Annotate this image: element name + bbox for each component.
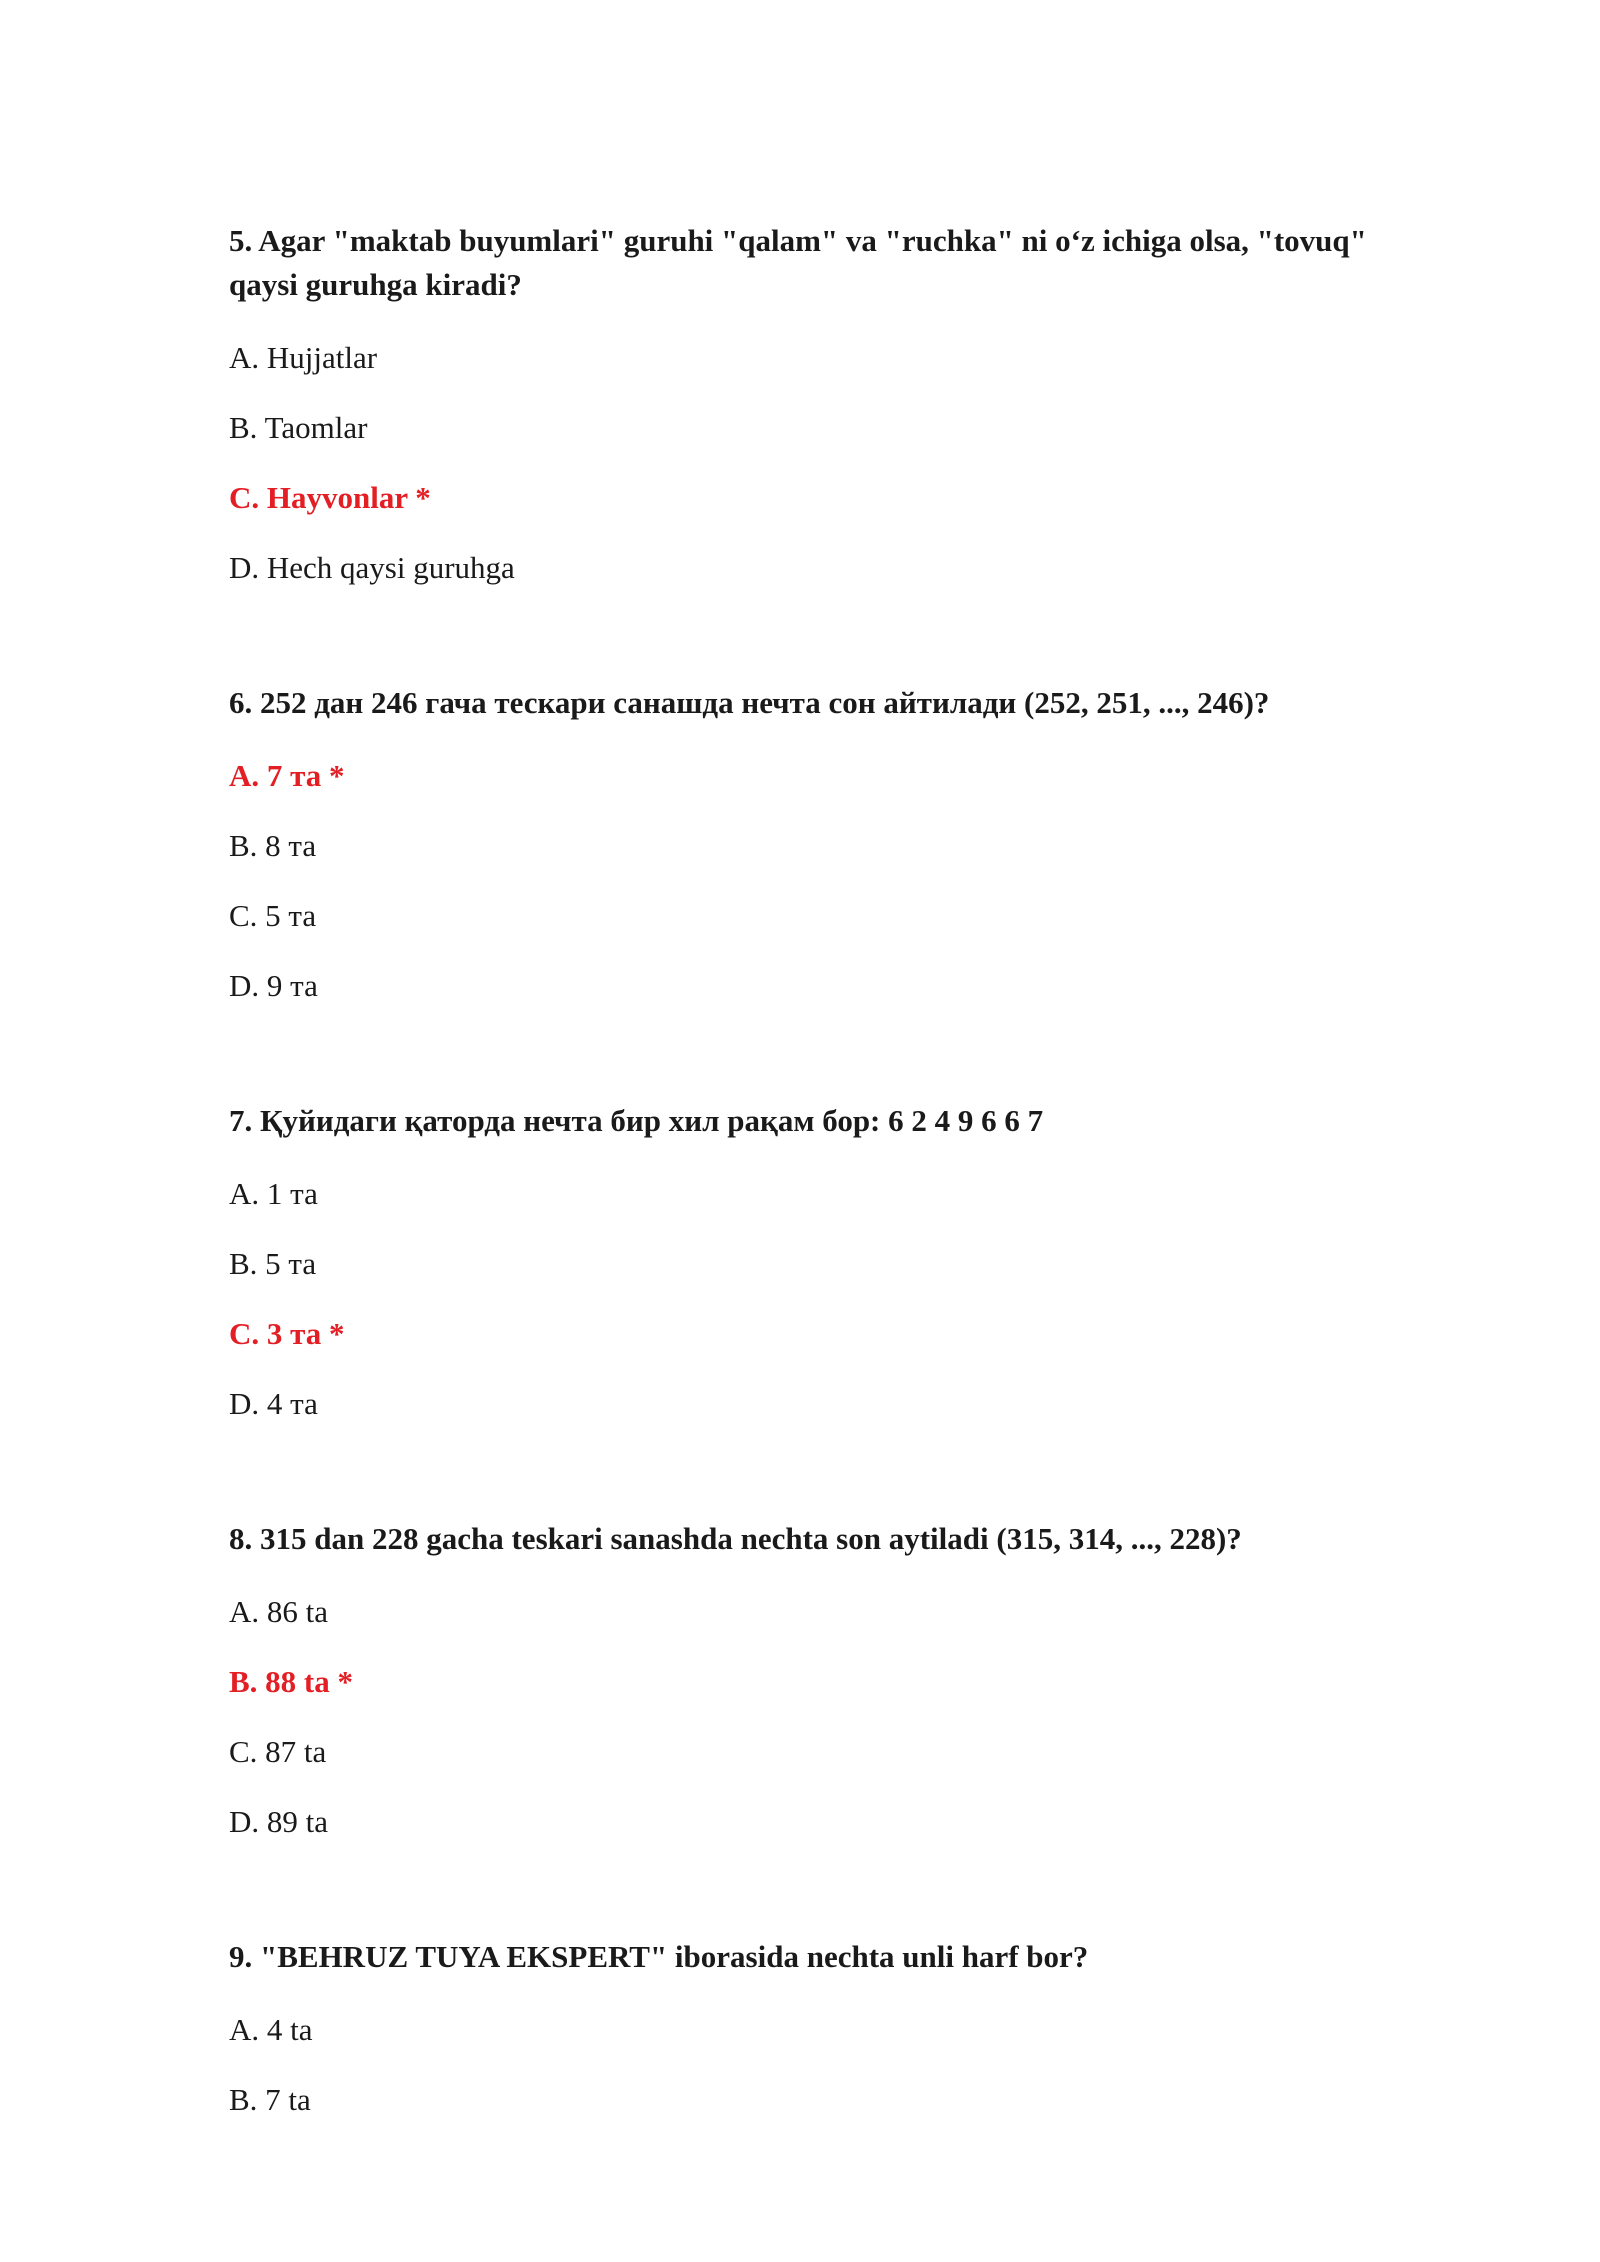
correct-answer-option-a: A. 7 та * (229, 758, 345, 793)
correct-answer-option-c: C. Hayvonlar * (229, 480, 431, 515)
correct-answer-option-b: B. 88 ta * (229, 1664, 353, 1699)
answer-option-b: B. 5 та (229, 1246, 317, 1281)
question-9 (229, 1935, 1429, 2119)
answer-option-b: B. Taomlar (229, 410, 368, 445)
question-7 (229, 1099, 1429, 1423)
answer-option-a: A. 86 ta (229, 1594, 329, 1629)
answer-options (229, 757, 1429, 1005)
correct-answer-option-c: C. 3 та * (229, 1316, 345, 1351)
answer-option-d: D. 4 та (229, 1386, 318, 1421)
question-text: 8. 315 dan 228 gacha teskari sanashda nechta son aytiladi (315, 314, ..., 228)? (229, 1521, 1242, 1556)
answer-option-a: A. 4 ta (229, 2012, 313, 2047)
question-8 (229, 1517, 1429, 1841)
answer-option-b: B. 8 та (229, 828, 317, 863)
answer-options (229, 2011, 1429, 2119)
answer-options (229, 1593, 1429, 1841)
answer-option-b: B. 7 ta (229, 2082, 311, 2117)
question-text: 5. Agar "maktab buyumlari" guruhi "qalam" va "ruchka" ni o‘z ichiga olsa, "tovuq" qaysi guruhga kiradi? (229, 223, 1367, 302)
question-6 (229, 681, 1429, 1005)
answer-option-c: C. 5 та (229, 898, 317, 933)
answer-option-a: A. Hujjatlar (229, 340, 378, 375)
answer-option-c: C. 87 ta (229, 1734, 327, 1769)
answer-option-d: D. 89 ta (229, 1804, 329, 1839)
answer-options (229, 339, 1429, 587)
answer-options (229, 1175, 1429, 1423)
question-text: 7. Қуйидаги қаторда нечта бир хил рақам бор: 6 2 4 9 6 6 7 (229, 1103, 1044, 1138)
answer-option-d: D. Hech qaysi guruhga (229, 550, 515, 585)
answer-option-d: D. 9 та (229, 968, 318, 1003)
question-text: 6. 252 дан 246 гача тескари санашда нечта сон айтилади (252, 251, ..., 246)? (229, 685, 1270, 720)
answer-option-a: A. 1 та (229, 1176, 318, 1211)
question-text: 9. "BEHRUZ TUYA EKSPERT" iborasida nechta unli harf bor? (229, 1939, 1089, 1974)
question-5 (229, 219, 1429, 587)
